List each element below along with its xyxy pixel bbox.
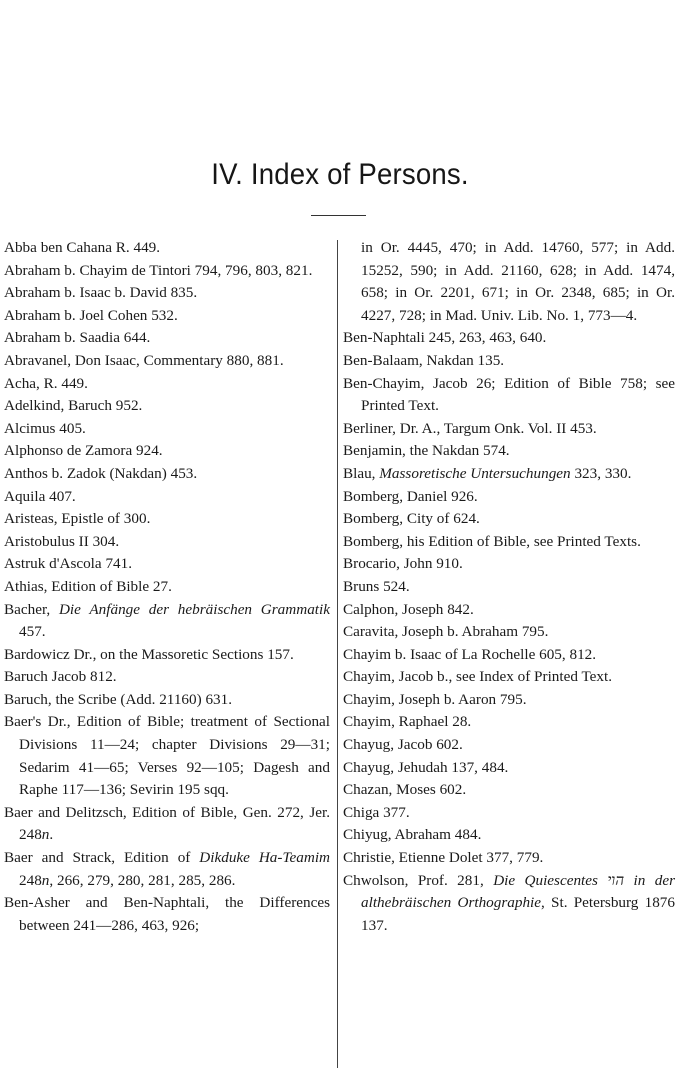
entry-text: Berliner, Dr. A., Targum Onk. Vol. II 453.	[343, 419, 597, 437]
entry-text: Bomberg, City of 624.	[343, 510, 480, 528]
entry-text: Chayug, Jacob 602.	[343, 736, 463, 754]
index-entry	[4, 327, 330, 350]
index-entry	[4, 644, 330, 667]
entry-text: Chiyug, Abraham 484.	[343, 826, 482, 844]
entry-title-italic: n	[41, 826, 50, 844]
entry-text: Chazan, Moses 602.	[343, 781, 467, 799]
index-column-left	[4, 237, 330, 937]
entry-text: Bacher,	[4, 600, 59, 618]
index-entry	[343, 486, 675, 509]
entry-text: 323, 330.	[570, 464, 632, 482]
entry-text: Caravita, Joseph b. Abraham 795.	[343, 623, 549, 641]
index-entry	[4, 305, 330, 328]
index-entry	[4, 689, 330, 712]
index-entry	[343, 621, 675, 644]
title-rule	[311, 215, 366, 216]
index-entry	[4, 508, 330, 531]
index-entry	[4, 576, 330, 599]
entry-title-italic: Die Anfänge der hebräischen Grammatik	[58, 600, 330, 618]
index-entry	[343, 824, 675, 847]
entry-text: Abraham b. Chayim de Tintori 794, 796, 803, 821.	[4, 261, 313, 279]
entry-text: Athias, Edition of Bible 27.	[4, 577, 172, 595]
entry-text: , St. Petersburg 1876 137.	[361, 894, 675, 934]
entry-text: Calphon, Joseph 842.	[343, 600, 474, 618]
index-entry	[343, 599, 675, 622]
entry-text: Abravanel, Don Isaac, Commentary 880, 881.	[4, 351, 284, 369]
entry-text: Ben-Naphtali 245, 263, 463, 640.	[343, 329, 547, 347]
entry-text: , 266, 279, 280, 281, 285, 286.	[49, 871, 236, 889]
entry-text: Aristeas, Epistle of 300.	[4, 510, 151, 528]
index-entry	[343, 237, 675, 327]
entry-text: Baruch Jacob 812.	[4, 668, 117, 686]
entry-text: Abraham b. Joel Cohen 532.	[4, 306, 178, 324]
entry-text: Baer and Strack, Edition of	[4, 849, 200, 867]
entry-title-italic: Dikduke Ha-Teamim	[199, 849, 331, 867]
entry-text: Blau,	[343, 464, 380, 482]
index-entry	[4, 666, 330, 689]
index-entry	[343, 870, 675, 938]
index-entry	[4, 373, 330, 396]
entry-text: .	[49, 826, 54, 844]
entry-title-italic: Die Quiescentes הוי in der althebräischen Orthographie	[361, 871, 675, 912]
entry-text: in Or. 4445, 470; in Add. 14760, 577; in Add. 15252, 590; in Add. 21160, 628; in Add. 1474, 658; in Or. 2201, 671; in Or. 2348, 685; in Or. 4227, 728; in Mad. Univ. Lib. No. 1, 773—4.	[361, 239, 675, 324]
entry-text: Aquila 407.	[4, 487, 76, 505]
entry-text: Ben-Balaam, Nakdan 135.	[343, 351, 505, 369]
index-entry	[343, 757, 675, 780]
index-entry	[4, 553, 330, 576]
entry-text: Bardowicz Dr., on the Massoretic Sections 157.	[4, 645, 294, 663]
index-entry	[343, 666, 675, 689]
entry-text: Benjamin, the Nakdan 574.	[343, 442, 510, 460]
entry-text: Chayug, Jehudah 137, 484.	[343, 758, 509, 776]
index-entry	[343, 373, 675, 418]
index-entry	[4, 237, 330, 260]
index-entry	[343, 802, 675, 825]
entry-text: Brocario, John 910.	[343, 555, 463, 573]
index-entry	[343, 711, 675, 734]
index-entry	[343, 327, 675, 350]
entry-text: Anthos b. Zadok (Nakdan) 453.	[4, 464, 198, 482]
entry-title-italic: n	[41, 871, 50, 889]
entry-text: Acha, R. 449.	[4, 374, 88, 392]
entry-text: Chayim, Jacob b., see Index of Printed Text.	[343, 668, 613, 686]
entry-text: Chiga 377.	[343, 803, 410, 821]
index-entry	[343, 644, 675, 667]
entry-text: Chayim, Raphael 28.	[343, 713, 472, 731]
entry-text: Baruch, the Scribe (Add. 21160) 631.	[4, 690, 233, 708]
index-entry	[4, 599, 330, 644]
entry-title-italic: Massoretische Untersuchungen	[379, 464, 571, 482]
entry-text: Baer and Delitzsch, Edition of Bible, Gen. 272, Jer. 248	[4, 803, 330, 844]
entry-text: Christie, Etienne Dolet 377, 779.	[343, 849, 544, 867]
index-entry	[343, 576, 675, 599]
entry-text: Baer's Dr., Edition of Bible; treatment of Sectional Divisions 11—24; chapter Divisions 29—31; Sedarim 41—65; Verses 92—105; Dagesh and Raphe 117—136; Sevirin 195 sqq.	[4, 713, 330, 799]
entry-text: Ben-Chayim, Jacob 26; Edition of Bible 758; see Printed Text.	[343, 374, 675, 415]
index-entry	[4, 892, 330, 937]
entry-text: Alphonso de Zamora 924.	[4, 442, 163, 460]
index-column-right	[343, 237, 675, 937]
index-entry	[4, 418, 330, 441]
index-entry	[343, 350, 675, 373]
index-entry	[343, 418, 675, 441]
index-entry	[4, 531, 330, 554]
column-divider	[337, 240, 338, 1068]
entry-text: Abba ben Cahana R. 449.	[4, 239, 161, 256]
index-entry	[343, 508, 675, 531]
entry-text: Chayim b. Isaac of La Rochelle 605, 812.	[343, 645, 597, 663]
entry-text: Adelkind, Baruch 952.	[4, 397, 143, 415]
entry-text: Chayim, Joseph b. Aaron 795.	[343, 690, 527, 708]
entry-text: Bomberg, his Edition of Bible, see Printed Texts.	[343, 532, 641, 550]
entry-text: Chwolson, Prof. 281,	[343, 871, 494, 889]
entry-text: Alcimus 405.	[4, 419, 86, 437]
index-entry	[343, 689, 675, 712]
entry-text: Aristobulus II 304.	[4, 532, 120, 550]
entry-text: Bomberg, Daniel 926.	[343, 487, 478, 505]
index-entry	[343, 531, 675, 554]
index-entry	[4, 463, 330, 486]
index-entry	[4, 350, 330, 373]
index-entry	[4, 440, 330, 463]
index-entry	[343, 847, 675, 870]
index-entry	[4, 847, 330, 892]
entry-text: 248	[19, 871, 42, 889]
index-entry	[4, 395, 330, 418]
index-entry	[343, 779, 675, 802]
index-entry	[4, 802, 330, 847]
index-entry	[4, 282, 330, 305]
entry-text: Astruk d'Ascola 741.	[4, 555, 133, 573]
index-entry	[4, 260, 330, 283]
index-entry	[343, 553, 675, 576]
entry-text: Abraham b. Isaac b. David 835.	[4, 284, 198, 302]
page-title: IV. Index of Persons.	[211, 158, 469, 191]
entry-text: Ben-Asher and Ben-Naphtali, the Differences between 241—286, 463, 926;	[4, 894, 330, 934]
index-entry	[343, 734, 675, 757]
entry-text: 457.	[19, 623, 46, 641]
index-entry	[4, 486, 330, 509]
index-entry	[343, 463, 675, 486]
index-entry	[343, 440, 675, 463]
entry-text: Bruns 524.	[343, 577, 410, 595]
index-entry	[4, 711, 330, 801]
entry-text: Abraham b. Saadia 644.	[4, 329, 151, 347]
